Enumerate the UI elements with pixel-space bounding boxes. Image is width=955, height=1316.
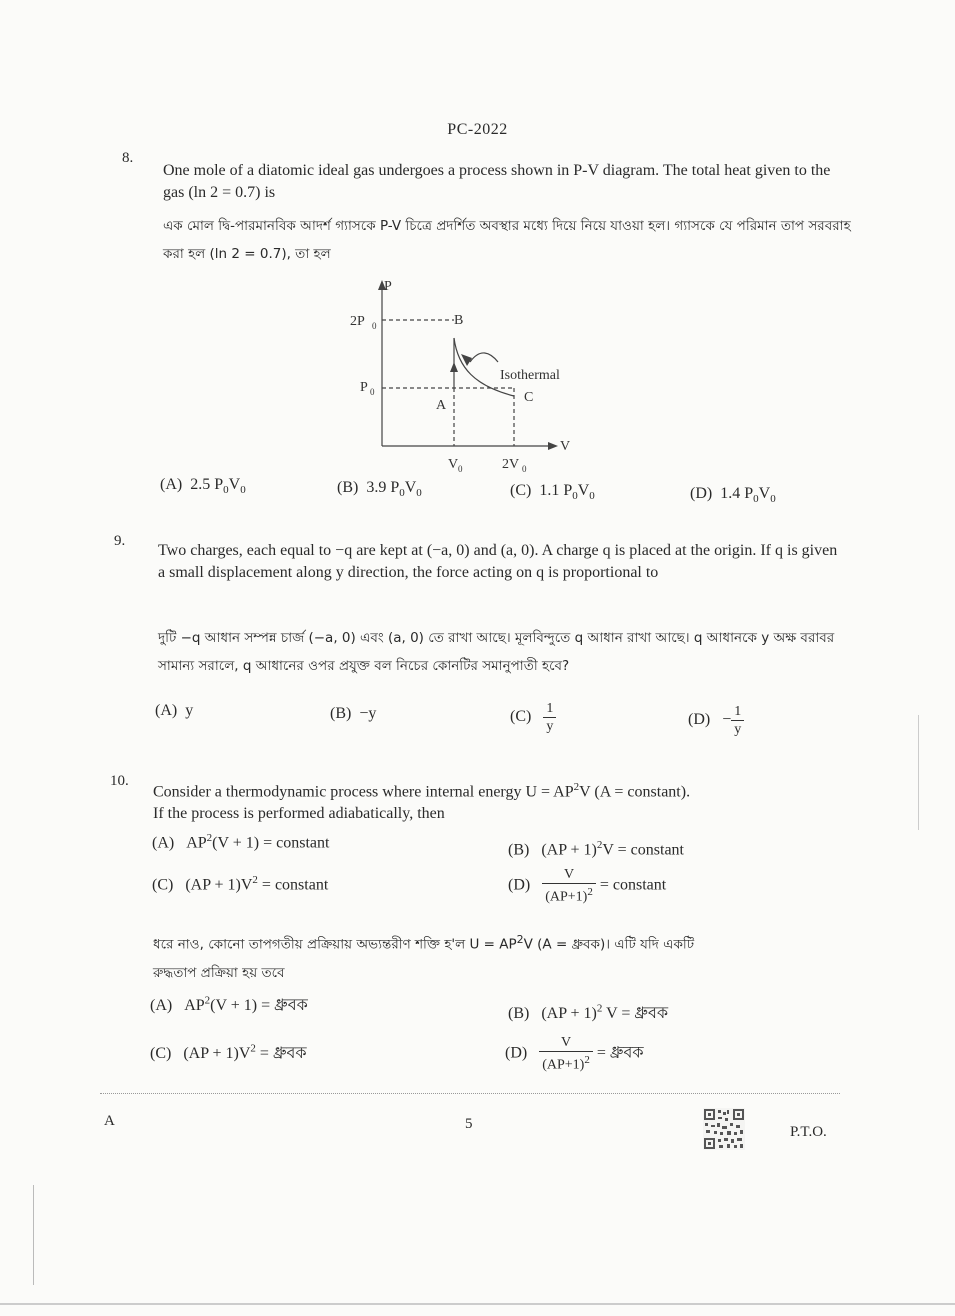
denominator-text: (AP+1) xyxy=(545,889,588,905)
question-10-text-en xyxy=(153,776,843,825)
q10-option-d-bn xyxy=(505,1034,644,1074)
point-a-label: A xyxy=(436,398,447,413)
q9-option-a xyxy=(155,702,193,720)
option-rest: = ধ্রুবক xyxy=(255,1045,307,1062)
p-tick-2p0-sub: 0 xyxy=(372,321,377,331)
page-number: 5 xyxy=(465,1116,473,1132)
option-label: (B) xyxy=(337,479,359,496)
option-expr: AP xyxy=(186,834,207,852)
q8-option-c xyxy=(510,482,595,502)
option-label: (B) xyxy=(330,705,352,722)
superscript: 2 xyxy=(587,886,593,898)
superscript: 2 xyxy=(206,832,213,844)
option-rest: V = constant xyxy=(602,841,684,859)
q9-option-d xyxy=(688,703,744,738)
q10-option-d-en xyxy=(508,866,666,906)
q9-option-b xyxy=(330,705,376,723)
v-tick-2v0: 2V xyxy=(502,457,520,472)
paper-code: PC-2022 xyxy=(447,121,508,138)
text-part: If the process is performed adiabatically, then xyxy=(153,805,445,823)
numerator: V xyxy=(560,1035,572,1050)
denominator: y xyxy=(731,720,744,738)
superscript: 2 xyxy=(596,1002,603,1015)
option-label: (B) xyxy=(508,1005,530,1022)
option-coef: 2.5 P xyxy=(190,476,224,493)
pto-label: P.T.O. xyxy=(790,1124,827,1140)
q10-option-a-bn xyxy=(150,992,308,1019)
isothermal-label: Isothermal xyxy=(500,368,560,383)
text-part: V (A = ধ্রুবক)। এটি যদি একটি xyxy=(523,936,695,953)
question-10-number: 10. xyxy=(110,773,129,789)
v-tick-2v0-sub: 0 xyxy=(522,464,527,474)
question-8-text-en: One mole of a diatomic ideal gas undergoes a process shown in P-V diagram. The total heat given to the gas (ln 2 = 0.7) is xyxy=(163,162,831,201)
option-coef: 3.9 P xyxy=(366,479,400,496)
text-part: V (A = constant). xyxy=(579,783,691,801)
question-8-number: 8. xyxy=(122,150,134,166)
scan-edge-left xyxy=(33,1185,34,1285)
option-prefix: − xyxy=(722,711,732,729)
option-value: −y xyxy=(359,705,377,722)
option-expr: (AP + 1)V xyxy=(185,876,253,894)
superscript: 2 xyxy=(250,1042,256,1055)
q8-option-d xyxy=(690,485,776,505)
option-label: (D) xyxy=(508,876,531,894)
option-label: (B) xyxy=(508,841,530,859)
option-label: (C) xyxy=(152,876,174,894)
set-label: A xyxy=(104,1113,115,1129)
option-label: (C) xyxy=(510,482,532,499)
q10-option-a-en xyxy=(152,832,329,852)
p-axis-label: P xyxy=(384,279,392,294)
superscript: 2 xyxy=(584,1054,590,1066)
question-10-text-bn xyxy=(153,926,843,987)
option-rest: = ধ্রুবক xyxy=(596,1044,644,1062)
fraction xyxy=(731,703,744,738)
denominator xyxy=(539,1051,593,1074)
option-label: (D) xyxy=(505,1044,528,1062)
option-label: (D) xyxy=(690,485,713,502)
v-tick-v0: V xyxy=(448,457,459,472)
option-sub: 0 xyxy=(753,493,759,506)
option-sub: 0 xyxy=(770,493,776,506)
p-tick-2p0: 2P xyxy=(350,314,365,329)
q9-option-c xyxy=(510,700,556,735)
q10-option-b-en xyxy=(508,839,684,859)
question-9-number: 9. xyxy=(114,533,126,549)
p-tick-p0-sub: 0 xyxy=(370,387,375,397)
option-rest: (V + 1) = constant xyxy=(212,834,330,852)
option-label: (A) xyxy=(160,476,183,493)
option-rest: (V + 1) = ধ্রুবক xyxy=(210,997,308,1014)
option-sub: 0 xyxy=(572,490,578,503)
option-expr: (AP + 1)V xyxy=(183,1045,251,1062)
option-expr: AP xyxy=(184,997,205,1014)
option-mid: V xyxy=(404,479,417,496)
numerator: 1 xyxy=(734,704,742,719)
q8-option-b xyxy=(337,479,422,499)
option-label: (C) xyxy=(150,1045,172,1062)
option-sub: 0 xyxy=(223,484,229,497)
q10-option-b-bn xyxy=(508,1000,668,1027)
v-tick-v0-sub: 0 xyxy=(458,464,463,474)
question-9-text-en: Two charges, each equal to −q are kept at (−a, 0) and (a, 0). A charge q is placed at the origin. If q is given a small displacement along y direction, the force acting on q is proportional to xyxy=(158,542,838,581)
fraction xyxy=(539,1034,593,1074)
option-sub: 0 xyxy=(589,490,595,503)
option-mid: V xyxy=(577,482,590,499)
option-mid: V xyxy=(758,485,771,502)
superscript: 2 xyxy=(516,933,524,946)
point-c-label: C xyxy=(524,390,534,405)
fraction xyxy=(543,700,556,735)
numerator: 1 xyxy=(546,701,554,716)
option-label: (D) xyxy=(688,711,711,729)
fraction xyxy=(542,866,596,906)
question-8-text-bn: এক মোল দ্বি-পারমানবিক আদর্শ গ্যাসকে P-V চিত্রে প্রদর্শিত অবস্থার মধ্যে দিয়ে নিয়ে যাওয়া হল। গ্যাসকে যে পরিমান তাপ সরবরাহ করা হল (ln 2 = 0.7), তা হল xyxy=(163,218,851,262)
option-rest: V = ধ্রুবক xyxy=(602,1005,669,1022)
numerator: V xyxy=(563,867,575,882)
superscript: 2 xyxy=(252,874,258,886)
option-value: y xyxy=(185,702,194,719)
pv-diagram xyxy=(330,278,600,478)
p-tick-p0: P xyxy=(360,380,368,395)
option-sub: 0 xyxy=(416,487,422,500)
text-part: Consider a thermodynamic process where internal energy U = AP xyxy=(153,783,574,801)
option-mid: V xyxy=(228,476,241,493)
denominator-text: (AP+1) xyxy=(542,1057,585,1073)
option-label: (A) xyxy=(150,997,173,1014)
question-9-text-bn: দুটি −q আধান সম্পন্ন চার্জ (−a, 0) এবং (a, 0) তে রাখা আছে। মূলবিন্দুতে q আধান রাখা আছে। q আধানকে y অক্ষ বরাবর সামান্য সরালে, q আধানের ওপর প্রযুক্ত বল নিচের কোনটির সমানুপাতী হবে? xyxy=(158,630,835,674)
q10-option-c-bn xyxy=(150,1040,307,1067)
qr-code xyxy=(703,1108,745,1150)
option-label: (A) xyxy=(152,834,175,852)
option-coef: 1.4 P xyxy=(720,485,754,502)
option-rest: = constant xyxy=(257,876,329,894)
text-part: ধরে নাও, কোনো তাপগতীয় প্রক্রিয়ায় অভ্যন্তরীণ শক্তি হ'ল U = AP xyxy=(153,936,517,953)
scan-edge-right xyxy=(918,715,919,830)
denominator xyxy=(542,883,596,906)
footer-divider xyxy=(100,1093,840,1094)
point-b-label: B xyxy=(454,313,464,328)
option-coef: 1.1 P xyxy=(539,482,573,499)
option-label: (C) xyxy=(510,708,532,726)
option-rest: = constant xyxy=(599,876,667,894)
q10-option-c-en xyxy=(152,874,328,894)
scan-edge-bottom xyxy=(0,1303,955,1305)
option-expr: (AP + 1) xyxy=(541,841,597,859)
text-part: রুদ্ধতাপ প্রক্রিয়া হয় তবে xyxy=(153,964,285,981)
v-axis-label: V xyxy=(560,439,571,454)
option-expr: (AP + 1) xyxy=(541,1005,597,1022)
superscript: 2 xyxy=(204,994,211,1007)
denominator: y xyxy=(543,717,556,735)
option-sub: 0 xyxy=(399,487,405,500)
option-label: (A) xyxy=(155,702,178,719)
option-sub: 0 xyxy=(240,484,246,497)
q8-option-a xyxy=(160,476,246,496)
superscript: 2 xyxy=(573,781,580,793)
superscript: 2 xyxy=(596,839,603,851)
